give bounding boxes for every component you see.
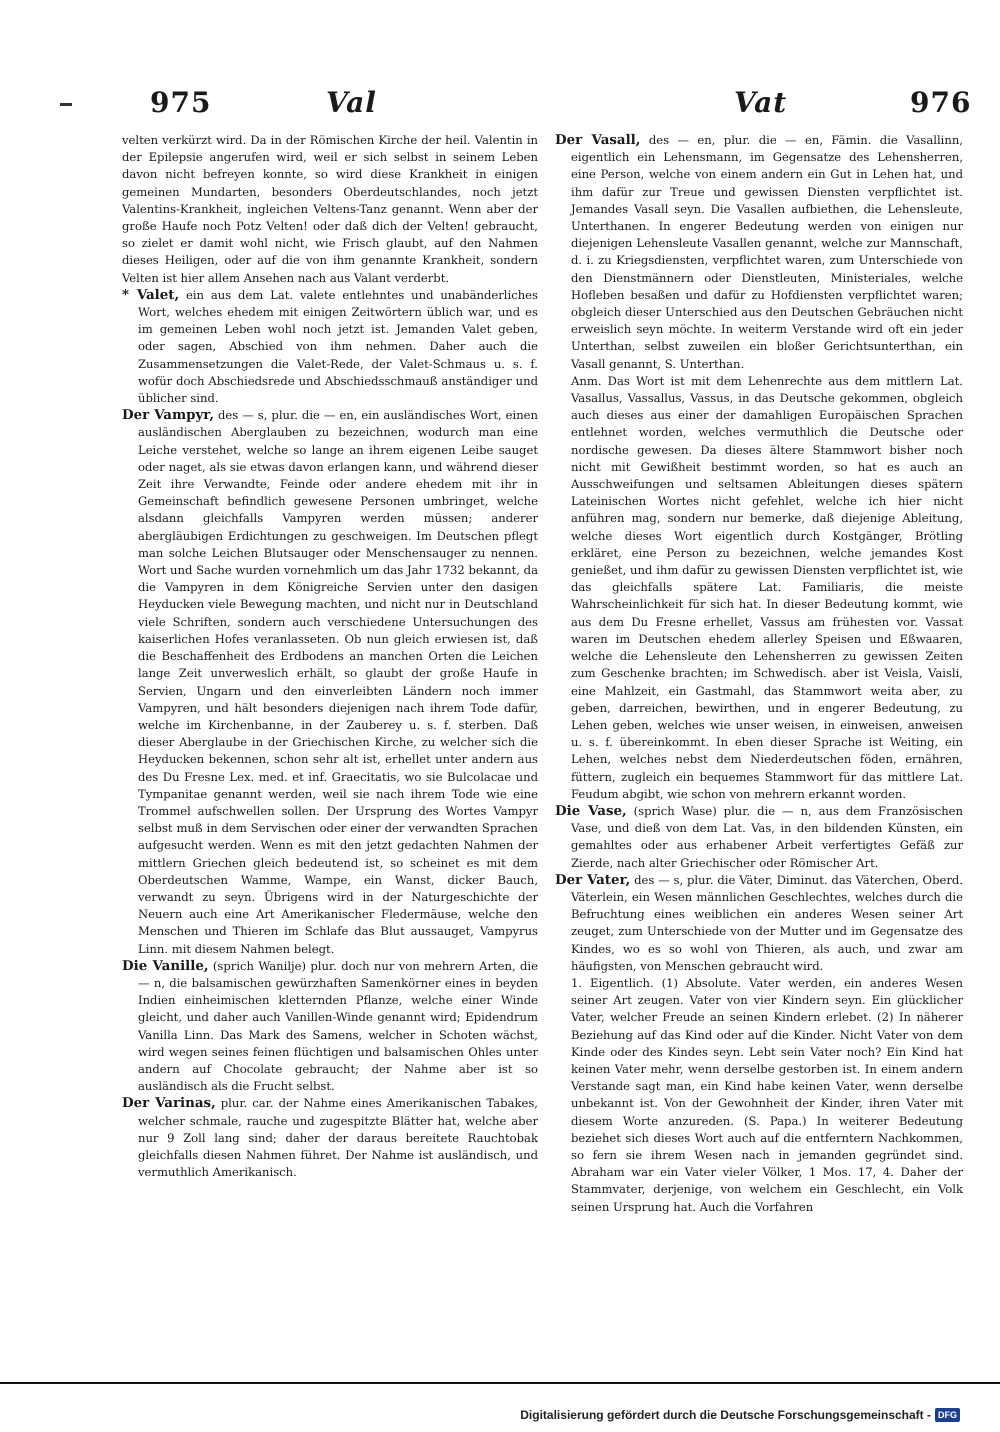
entry-vase bbox=[555, 803, 963, 872]
entry-text: des — en, plur. die — en, Fämin. die Vasallinn, eigentlich ein Lehensmann, im Gegensatze des Lehensherren, eine Person, welche von einem andern ein Gut in Lehen hat, und ihm dafür zur Treue und gewissen Diensten verpflichtet ist. Jemandes Vasall seyn. Die Vasallen aufbiethen, die Lehensleute, Unterthanen. In engerer Bedeutung werden von einigen nur diejenigen Lehensleute Vasallen genannt, welche zur Mannschaft, d. i. zu Kriegsdiensten, verpflichtet waren, zum Unterschiede von den Dienstmännern oder Dienstleuten, Ministeriales, welche Hofleben besaßen und dafür zu Hofdiensten verpflichtet waren; obgleich dieser Unterschied aus den Deutschen Gebräuchen nicht erweislich seyn möchte. In weiterm Verstande wird oft ein jeder Unterthan, selbst zuweilen ein bloßer Gerichtsunterthan, ein Vasall genannt, S. Unterthan. bbox=[571, 133, 963, 371]
entry-headword: Der Vampyr, bbox=[122, 407, 215, 424]
entry-text: ein aus dem Lat. valete entlehntes und unabänderliches Wort, welches ehedem mit einigen Zeitwörtern üblich war, und es im gemeinen Leben wohl noch jetzt ist. Jemanden Valet geben, oder sagen, Abschied von ihm nehmen. Daher auch die Zusammensetzungen die Valet-Rede, der Valet-Schmaus u. s. f. wofür doch Abschiedsrede und Abschiedsschmauß anständiger und üblicher sind. bbox=[138, 287, 538, 406]
entry-headword: Der Varinas, bbox=[122, 1095, 216, 1112]
entry-text: 1. Eigentlich. (1) Absolute. Vater werden, ein anderes Wesen seiner Art zeugen. Vater von vier Kindern seyn. Ein glücklicher Vater, welcher Freude an seinen Kindern erlebet. (2) In näherer Beziehung auf das Kind oder auf die Kinder. Nicht Vater von dem Kinde oder des Kindes seyn. Lebt sein Vater noch? Ein Kind hat keinen Vater mehr, wenn derselbe gestorben ist. In einem andern Verstande sagt man, ein Kind habe keinen Vater, wenn derselbe unbekannt ist. Von der Gewohnheit der Kinder, ihren Vater mit diesem Worte anzureden. (S. Papa.) In weiterer Bedeutung beziehet sich dieses Wort auch auf die entferntern Nachkommen, so fern sie ihrem Wesen nach in jemanden gegründet sind. Abraham war ein Vater vieler Völker, 1 Mos. 17, 4. Daher der Stammvater, derjenige, von welchem ein Geschlecht, ein Volk seinen Ursprung hat. Auch die Vorfahren bbox=[571, 975, 963, 1214]
entry-vasall bbox=[555, 132, 963, 373]
entry-headword: Der Vater, bbox=[555, 871, 631, 888]
page-number-right: 976 bbox=[910, 86, 972, 119]
entry-headword: Die Vase, bbox=[555, 802, 627, 819]
entry-text: (sprich Wanilje) plur. doch nur von mehrern Arten, die — n, die balsamischen gewürzhaften Samenkörner eines in beyden Indien einheimischen kletternden Pflanze, welche einer Winde gleicht, und daher auch Vanillen-Winde genannt wird; Epidendrum Vanilla Linn. Das Mark des Samens, welcher in Schoten wächst, wird wegen seines feinen flüchtigen und balsamischen Ohles unter andern auf Chocolate gebraucht; der Nahme aber ist so ausländisch als die Frucht selbst. bbox=[138, 958, 539, 1094]
right-column bbox=[555, 132, 963, 1216]
continuation-text: velten verkürzt wird. Da in der Römischen Kirche der heil. Valentin in der Epilepsie angerufen wird, weil er sich selbst in seinem Leben davon nicht befreyen konnte, so wird diese Krankheit in einigen gemeinen Mundarten, besonders Oberdeutschlandes, noch jetzt Valentins-Krankheit, ingleichen Veltens-Tanz genannt. Wenn aber der große Haufe noch Potz Velten! oder daß dich der Velten! gebraucht, so zielet er damit wohl nicht, wie Frisch glaubt, auf den Nahmen dieses Heiligen, oder auf die von ihm genannte Krankheit, sondern Velten ist hier allem Ansehen nach aus Valant verderbt. bbox=[122, 133, 538, 285]
left-column bbox=[122, 132, 538, 1181]
entry-headword: Der Vasall, bbox=[555, 132, 641, 148]
entry-headword: Die Vanille, bbox=[122, 957, 209, 974]
entry-headword: * Valet, bbox=[122, 286, 180, 303]
entry-text: plur. car. der Nahme eines Amerikanischen Tabakes, welcher schmale, rauche und zugespitzte Blätter hat, welche aber nur 9 Zoll lang sind; daher der daraus bereitete Rauchtobak gleichfalls diesen Nahmen führet. Der Nahme ist ausländisch, und vermuthlich Amerikanisch. bbox=[138, 1096, 538, 1180]
entry-vasall-note bbox=[555, 373, 963, 803]
digitization-credit bbox=[520, 1408, 960, 1422]
entry-vater bbox=[555, 872, 963, 975]
entry-vater-sense bbox=[555, 975, 963, 1216]
entry-vampyr bbox=[122, 407, 538, 958]
entry-text: (sprich Wase) plur. die — n, aus dem Französischen Vase, und dieß von dem Lat. Vas, in den bildenden Künsten, ein gemahltes oder aus erhabener Arbeit verfertigtes Gefäß zur Zierde, nach alter Griechischer oder Römischer Art. bbox=[571, 803, 964, 870]
page-bottom-rule bbox=[0, 1382, 1000, 1384]
entry-text: des — s, plur. die — en, ein ausländisches Wort, einen ausländischen Aberglauben zu bezeichnen, wodurch man eine Leiche verstehet, welche so lange an ihrem eigenen Leibe sauget oder naget, als sie etwas davon erlangen kann, und während dieser Zeit ihre Verwandte, Feinde oder andere ehedem mit ihr in Gemeinschaft befindlich gewesene Personen umbringet, welche alsdann gleichfalls Vampyren werden müssen; anderer abergläubigen Erdichtungen zu geschweigen. Im Deutschen pflegt man solche Leichen Blutsauger oder Menschensauger zu nennen. Wort und Sache wurden vornehmlich um das Jahr 1732 bekannt, da die Vampyren in dem Königreiche Servien unter den dasigen Heyducken viele Bewegung machten, und nicht nur in Deutschland viele Schriften, sondern auch verschiedene Untersuchungen des kaiserlichen Hofes veranlasseten. Ob nun gleich erwiesen ist, daß die Beschaffenheit des Erdbodens an manchen Orten die Leichen lange Zeit unverweslich erhält, so glaubt der große Haufe in Servien, Ungarn und den einverleibten Ländern noch immer Vampyren, und hält besonders diejenigen nach ihrem Tode dafür, welche im Kirchenbanne, in der Zauberey u. s. f. sterben. Daß dieser Aberglaube in der Griechischen Kirche, zu welcher sich die Heyducken bekennen, schon sehr alt ist, erhellet unter andern aus des Du Fresne Lex. med. et inf. Graecitatis, wo sie Bulcolacae und Tympanitae genannt werden, weil sie nach ihrem Tode wie eine Trommel aufschwellen sollen. Der Ursprung des Wortes Vampyr selbst muß in dem Servischen oder einer der verwandten Sprachen aufgesucht werden. Wenn es mit den jetzt gedachten Nahmen der mittlern Griechen gleich bedeutend ist, so scheinet es mit dem Oberdeutschen Wamme, Wampe, ein Wanst, dicker Bauch, verwandt zu seyn. Übrigens wird in der Naturgeschichte der Neuern auch eine Art Amerikanischer Fledermäuse, welche den Menschen und Thieren im Schlafe das Blut aussauget, Vampyrus Linn. mit diesem Nahmen belegt. bbox=[138, 408, 539, 956]
entry-text: des — s, plur. die Väter, Diminut. das Väterchen, Oberd. Väterlein, ein Wesen männlichen Geschlechtes, welches durch die Befruchtung eines weiblichen ein anderes Wesen seiner Art zeuget, zum Unterschiede von der Mutter und im Gegensatze des Kindes, wo es so wohl von Thieren, als auch, und zwar am häufigsten, von Menschen gebraucht wird. bbox=[571, 872, 963, 973]
entry-valet bbox=[122, 287, 538, 407]
page-number-left: 975 bbox=[150, 86, 212, 119]
running-head-right: Vat bbox=[734, 86, 788, 119]
running-head-left: Val bbox=[326, 86, 377, 119]
credit-text: Digitalisierung gefördert durch die Deutsche Forschungsgemeinschaft - bbox=[520, 1408, 931, 1422]
dfg-logo: DFG bbox=[935, 1408, 960, 1422]
entry-varinas bbox=[122, 1095, 538, 1181]
entry-vanille bbox=[122, 958, 538, 1096]
entry-text: Anm. Das Wort ist mit dem Lehenrechte aus dem mittlern Lat. Vasallus, Vassallus, Vassus, in das Deutsche gekommen, obgleich auch dieses aus einer der damahligen Europäischen Sprachen entlehnet worden, welches vermuthlich die Deutsche oder nordische gewesen. Da dieses ältere Stammwort bisher noch nicht mit Gewißheit bestimmt worden, so hat es auch an Ausschweifungen und seltsamen Ableitungen dieses spätern Lateinischen Wortes nicht gefehlet, welche ich hier nicht anführen mag, sondern nur bemerke, daß diejenige Ableitung, welche dieses Wort eigentlich durch Kostgänger, Brötling erkläret, eine Person zu bezeichnen, welche jemandes Kost genießet, und ihm dafür zu gewissen Diensten verpflichtet ist, wie das gleichfalls spätere Lat. Familiaris, die meiste Wahrscheinlichkeit für sich hat. In dieser Bedeutung kommt, wie aus dem Du Fresne erhellet, Vassus am frühesten vor. Vassat waren im Deutschen ehedem allerley Speisen und Eßwaaren, welche die Lehensleute den Lehensherren zu gewissen Zeiten zum Geschenke brachten; im Schwedisch. aber ist Veisla, Vaisli, eine Mahlzeit, ein Gastmahl, das Stammwort weita aber, zu geben, darreichen, bewirthen, und in engerer Bedeutung, zu Lehen geben, welches wie unser weisen, in einweisen, anweisen u. s. f. übereinkommt. In eben dieser Sprache ist Weiting, ein Lehen, welches nebst dem Niederdeutschen föden, ernähren, füttern, zugleich ein bequemes Stammwort für das mittlere Lat. Feudum abgibt, wie schon von mehrern erkannt worden. bbox=[571, 373, 963, 801]
margin-mark bbox=[60, 103, 72, 106]
